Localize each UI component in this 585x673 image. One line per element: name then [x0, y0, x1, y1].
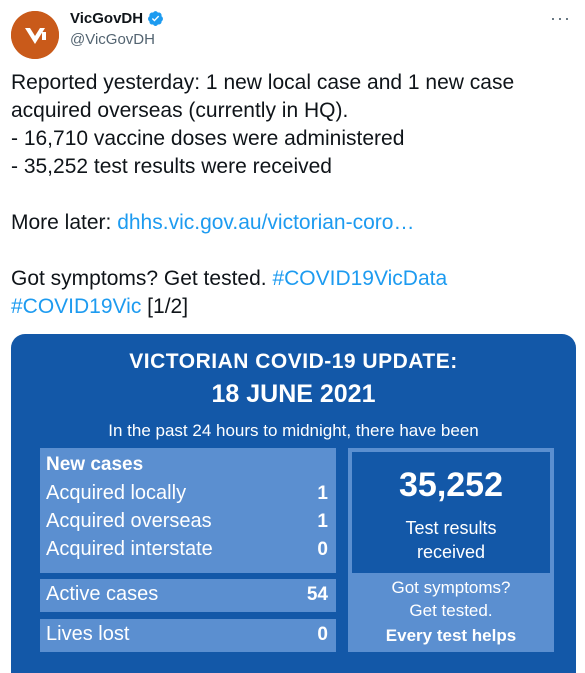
tweet-symptoms-line	[11, 265, 576, 293]
lives-lost-value: 0	[317, 624, 328, 645]
active-cases-panel	[40, 579, 336, 612]
tweet-line: Reported yesterday: 1 new local case and 1 new case acquired overseas (currently in HQ).	[11, 71, 515, 122]
active-cases-value: 54	[306, 584, 328, 605]
author-name-row	[70, 10, 164, 27]
tweet-text	[11, 69, 576, 321]
lives-lost-panel	[40, 619, 336, 652]
card-subtitle: In the past 24 hours to midnight, there have been	[108, 421, 479, 440]
new-cases-row-label: Acquired overseas	[46, 510, 212, 532]
tweet-line: - 16,710 vaccine doses were administered	[11, 127, 405, 150]
new-cases-row-value: 1	[317, 483, 328, 504]
hashtag-covid19vicdata[interactable]: #COVID19VicData	[272, 267, 448, 290]
tweet-hashtag-line	[11, 293, 576, 321]
covid-update-image[interactable]	[11, 334, 576, 673]
new-cases-row-label: Acquired locally	[46, 482, 187, 504]
card-date: 18 JUNE 2021	[211, 380, 376, 408]
new-cases-row-label: Acquired interstate	[46, 538, 213, 560]
new-cases-row-value: 1	[317, 511, 328, 532]
test-results-number: 35,252	[399, 466, 503, 504]
victoria-logo-icon	[11, 11, 59, 59]
tweet-link[interactable]: dhhs.vic.gov.au/victorian-coro…	[117, 211, 415, 234]
test-results-label	[352, 516, 550, 564]
new-cases-row-value: 0	[317, 539, 328, 560]
tweet-counter: [1/2]	[141, 295, 189, 318]
card-title: VICTORIAN COVID-19 UPDATE:	[129, 350, 458, 373]
active-cases-label: Active cases	[46, 583, 159, 605]
new-cases-heading: New cases	[46, 454, 144, 475]
new-cases-panel	[40, 448, 336, 573]
verified-badge-icon	[147, 10, 164, 27]
more-options-icon[interactable]: ···	[550, 8, 571, 28]
avatar[interactable]	[11, 11, 59, 59]
symptoms-line: Got symptoms?	[391, 578, 511, 597]
tweet-symptoms-prefix: Got symptoms? Get tested.	[11, 267, 273, 290]
hashtag-covid19vic[interactable]: #COVID19Vic	[11, 295, 142, 318]
test-results-label-line: received	[416, 542, 486, 562]
lives-lost-label: Lives lost	[46, 623, 130, 645]
tweet-more-prefix: More later:	[11, 211, 118, 234]
handle[interactable]: @VicGovDH	[70, 31, 155, 48]
tweet-more-line	[11, 209, 576, 237]
test-results-box	[348, 448, 554, 577]
test-results-label-line: Test results	[405, 518, 497, 538]
display-name[interactable]: VicGovDH	[70, 10, 144, 27]
symptoms-tagline: Every test helps	[385, 626, 517, 645]
tweet-line: - 35,252 test results were received	[11, 155, 332, 178]
symptoms-text	[348, 576, 554, 622]
symptoms-line: Get tested.	[409, 601, 493, 620]
symptoms-box	[348, 573, 554, 652]
